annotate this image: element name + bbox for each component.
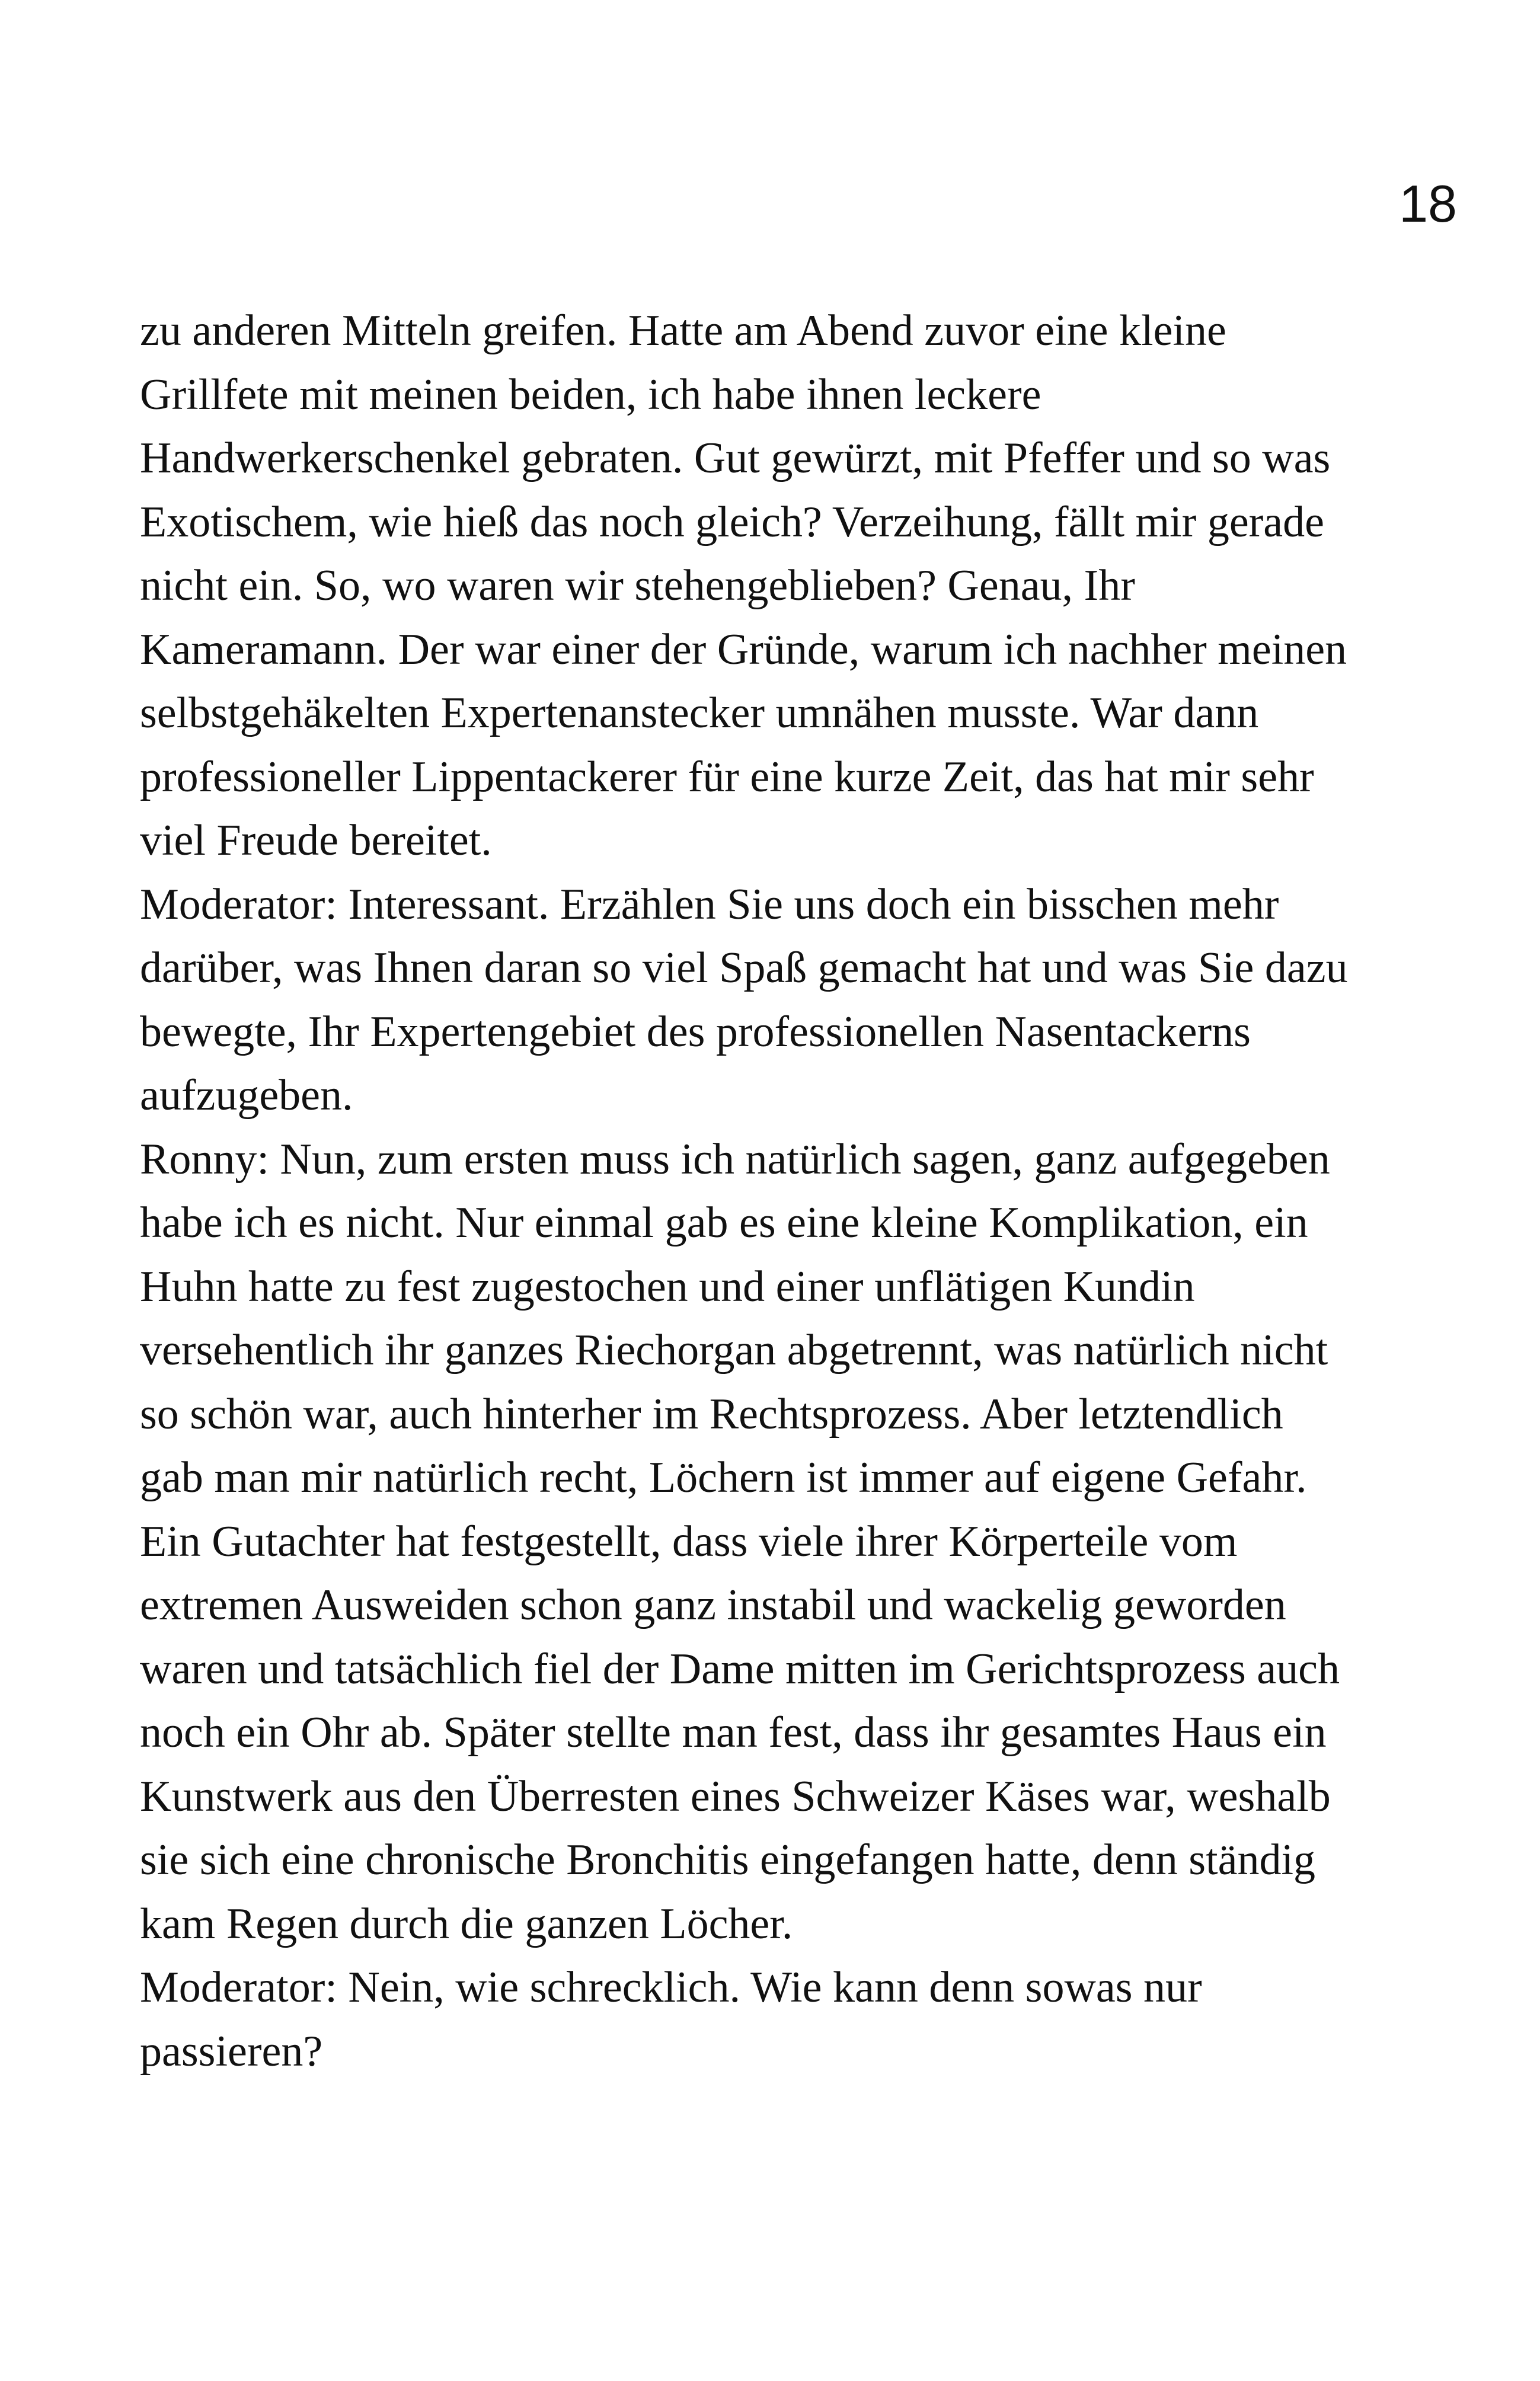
text-line: professioneller Lippentackerer für eine kurze Zeit, das hat mir sehr [140,752,1314,801]
page-number: 18 [1399,174,1457,233]
text-line: kam Regen durch die ganzen Löcher. [140,1899,793,1948]
text-line: bewegte, Ihr Expertengebiet des professionellen Nasentackerns [140,1007,1251,1056]
text-line: viel Freude bereitet. [140,816,492,865]
text-line: zu anderen Mitteln greifen. Hatte am Abend zuvor eine kleine [140,306,1226,355]
text-line: waren und tatsächlich fiel der Dame mitten im Gerichtsprozess auch [140,1644,1340,1693]
text-line: Ein Gutachter hat festgestellt, dass viele ihrer Körperteile vom [140,1517,1238,1566]
text-line: Kameramann. Der war einer der Gründe, warum ich nachher meinen [140,625,1347,674]
text-line: Handwerkerschenkel gebraten. Gut gewürzt, mit Pfeffer und so was [140,434,1331,482]
text-line: darüber, was Ihnen daran so viel Spaß gemacht hat und was Sie dazu [140,944,1348,992]
text-line: noch ein Ohr ab. Später stellte man fest, dass ihr gesamtes Haus ein [140,1708,1327,1757]
text-line: habe ich es nicht. Nur einmal gab es eine kleine Komplikation, ein [140,1199,1308,1247]
text-line: selbstgehäkelten Expertenanstecker umnähen musste. War dann [140,689,1259,737]
body-text [140,299,1480,2083]
text-line: Moderator: Nein, wie schrecklich. Wie kann denn sowas nur [140,1963,1202,2012]
text-line: Exotischem, wie hieß das noch gleich? Verzeihung, fällt mir gerade [140,497,1324,546]
text-line: aufzugeben. [140,1071,353,1120]
text-line: Grillfete mit meinen beiden, ich habe ihnen leckere [140,370,1041,419]
text-line: extremen Ausweiden schon ganz instabil und wackelig geworden [140,1581,1286,1629]
text-line: sie sich eine chronische Bronchitis eingefangen hatte, denn ständig [140,1836,1316,1884]
text-line: Huhn hatte zu fest zugestochen und einer unflätigen Kundin [140,1262,1195,1311]
text-line: Kunstwerk aus den Überresten eines Schweizer Käses war, weshalb [140,1772,1331,1821]
text-line: Moderator: Interessant. Erzählen Sie uns doch ein bisschen mehr [140,880,1279,929]
text-line: Ronny: Nun, zum ersten muss ich natürlich sagen, ganz aufgegeben [140,1134,1330,1184]
text-line: passieren? [140,2027,323,2076]
text-line: so schön war, auch hinterher im Rechtsprozess. Aber letztendlich [140,1389,1283,1439]
text-line: versehentlich ihr ganzes Riechorgan abgetrennt, was natürlich nicht [140,1326,1328,1375]
text-line: nicht ein. So, wo waren wir stehengeblieben? Genau, Ihr [140,561,1135,610]
text-line: gab man mir natürlich recht, Löchern ist immer auf eigene Gefahr. [140,1453,1307,1502]
